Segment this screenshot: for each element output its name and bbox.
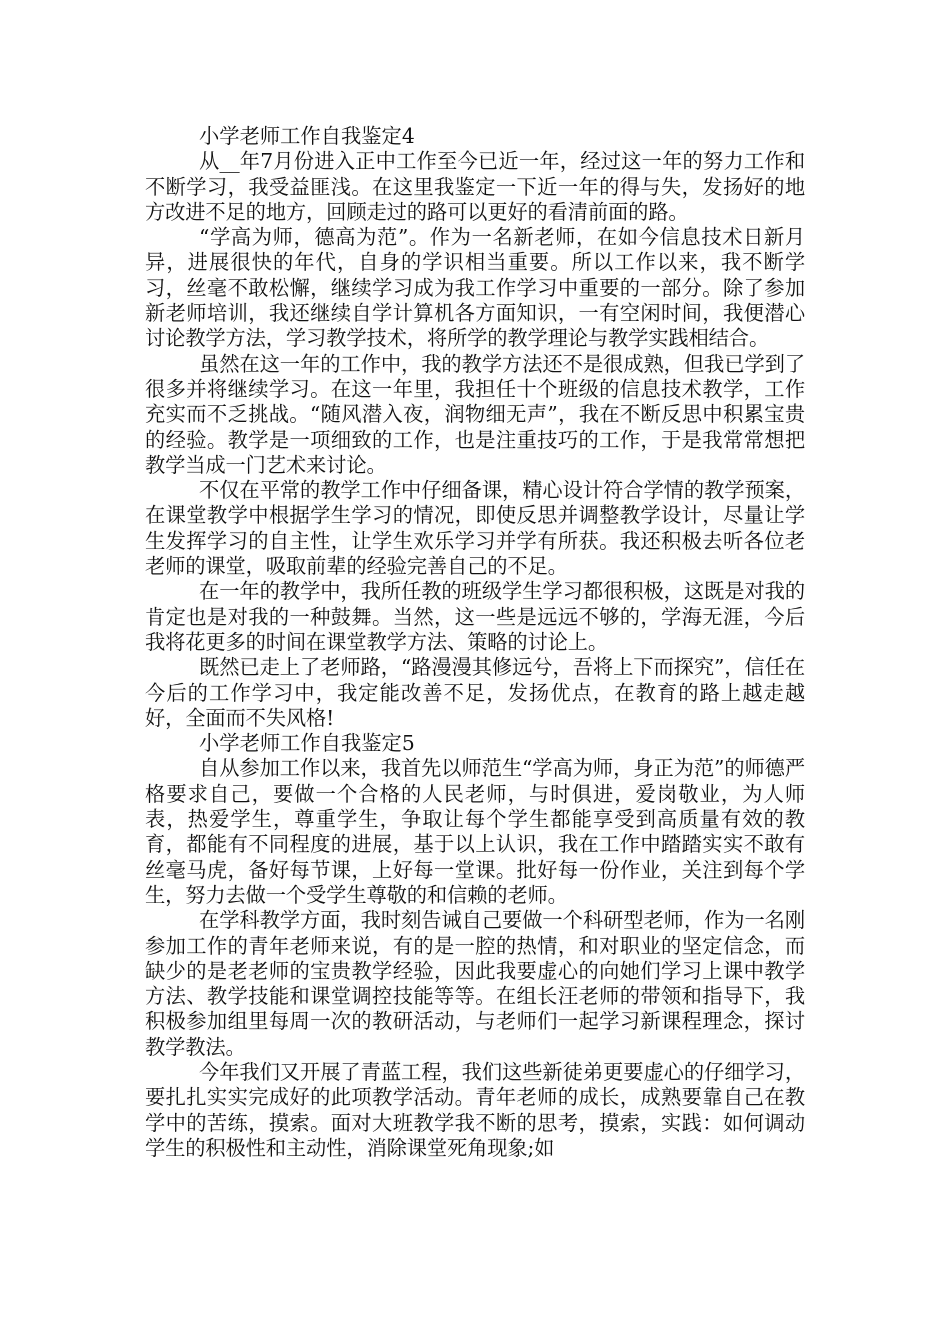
- section-heading-4: 小学老师工作自我鉴定4: [199, 124, 415, 148]
- paragraph-4-1: 从__年7月份进入正中工作至今已近一年，经过这一年的努力工作和不断学习，我受益匪浅。在这里我鉴定一下近一年的得与失，发扬好的地方改进不足的地方，回顾走过的路可以更好的看清前面的路。: [145, 149, 805, 224]
- paragraph-5-3: 今年我们又开展了青蓝工程，我们这些新徒弟更要虚心的仔细学习，要扎扎实实完成好的此项教学活动。青年老师的成长，成熟要靠自己在教学中的苦练，摸索。面对大班教学我不断的思考，摸索，实践：如何调动学生的积极性和主动性，消除课堂死角现象;如: [145, 1059, 805, 1160]
- paragraph-4-6: 既然已走上了老师路，“路漫漫其修远兮，吾将上下而探究”，信任在今后的工作学习中，我定能改善不足，发扬优点，在教育的路上越走越好，全面而不失风格!: [145, 655, 805, 730]
- paragraph-5-1: 自从参加工作以来，我首先以师范生“学高为师，身正为范”的师德严格要求自己，要做一个合格的人民老师，与时俱进，爱岗敬业，为人师表，热爱学生，尊重学生，争取让每个学生都能享受到高质量有效的教育，都能有不同程度的进展，基于以上认识，我在工作中踏踏实实不敢有丝毫马虎，备好每节课，上好每一堂课。批好每一份作业，关注到每个学生，努力去做一个受学生尊敬的和信赖的老师。: [145, 756, 805, 907]
- paragraph-4-2: “学高为师，德高为范”。作为一名新老师，在如今信息技术日新月异，进展很快的年代，自身的学识相当重要。所以工作以来，我不断学习，丝毫不敢松懈，继续学习成为我工作学习中重要的一部分。除了参加新老师培训，我还继续自学计算机各方面知识，一有空闲时间，我便潜心讨论教学方法，学习教学技术，将所学的教学理论与教学实践相结合。: [145, 225, 805, 351]
- paragraph-4-4: 不仅在平常的教学工作中仔细备课，精心设计符合学情的教学预案，在课堂教学中根据学生学习的情况，即使反思并调整教学设计，尽量让学生发挥学习的自主性，让学生欢乐学习并学有所获。我还积极去听各位老老师的课堂，吸取前辈的经验完善自己的不足。: [145, 478, 805, 579]
- paragraph-4-5: 在一年的教学中，我所任教的班级学生学习都很积极，这既是对我的肯定也是对我的一种鼓舞。当然，这一些是远远不够的，学海无涯，今后我将花更多的时间在课堂教学方法、策略的讨论上。: [145, 579, 805, 654]
- section-heading-5: 小学老师工作自我鉴定5: [199, 731, 415, 756]
- paragraph-4-3: 虽然在这一年的工作中，我的教学方法还不是很成熟，但我已学到了很多并将继续学习。在这一年里，我担任十个班级的信息技术教学，工作充实而不乏挑战。“随风潜入夜，润物细无声”，我在不断反思中积累宝贵的经验。教学是一项细致的工作，也是注重技巧的工作，于是我常常想把教学当成一门艺术来讨论。: [145, 351, 805, 477]
- paragraph-5-2: 在学科教学方面，我时刻告诫自己要做一个科研型老师，作为一名刚参加工作的青年老师来说，有的是一腔的热情，和对职业的坚定信念，而缺少的是老老师的宝贵教学经验，因此我要虚心的向她们学习上课中教学方法、教学技能和课堂调控技能等等。在组长汪老师的带领和指导下，我积极参加组里每周一次的教研活动，与老师们一起学习新课程理念，探讨教学教法。: [145, 908, 805, 1059]
- document-body: [145, 124, 805, 1161]
